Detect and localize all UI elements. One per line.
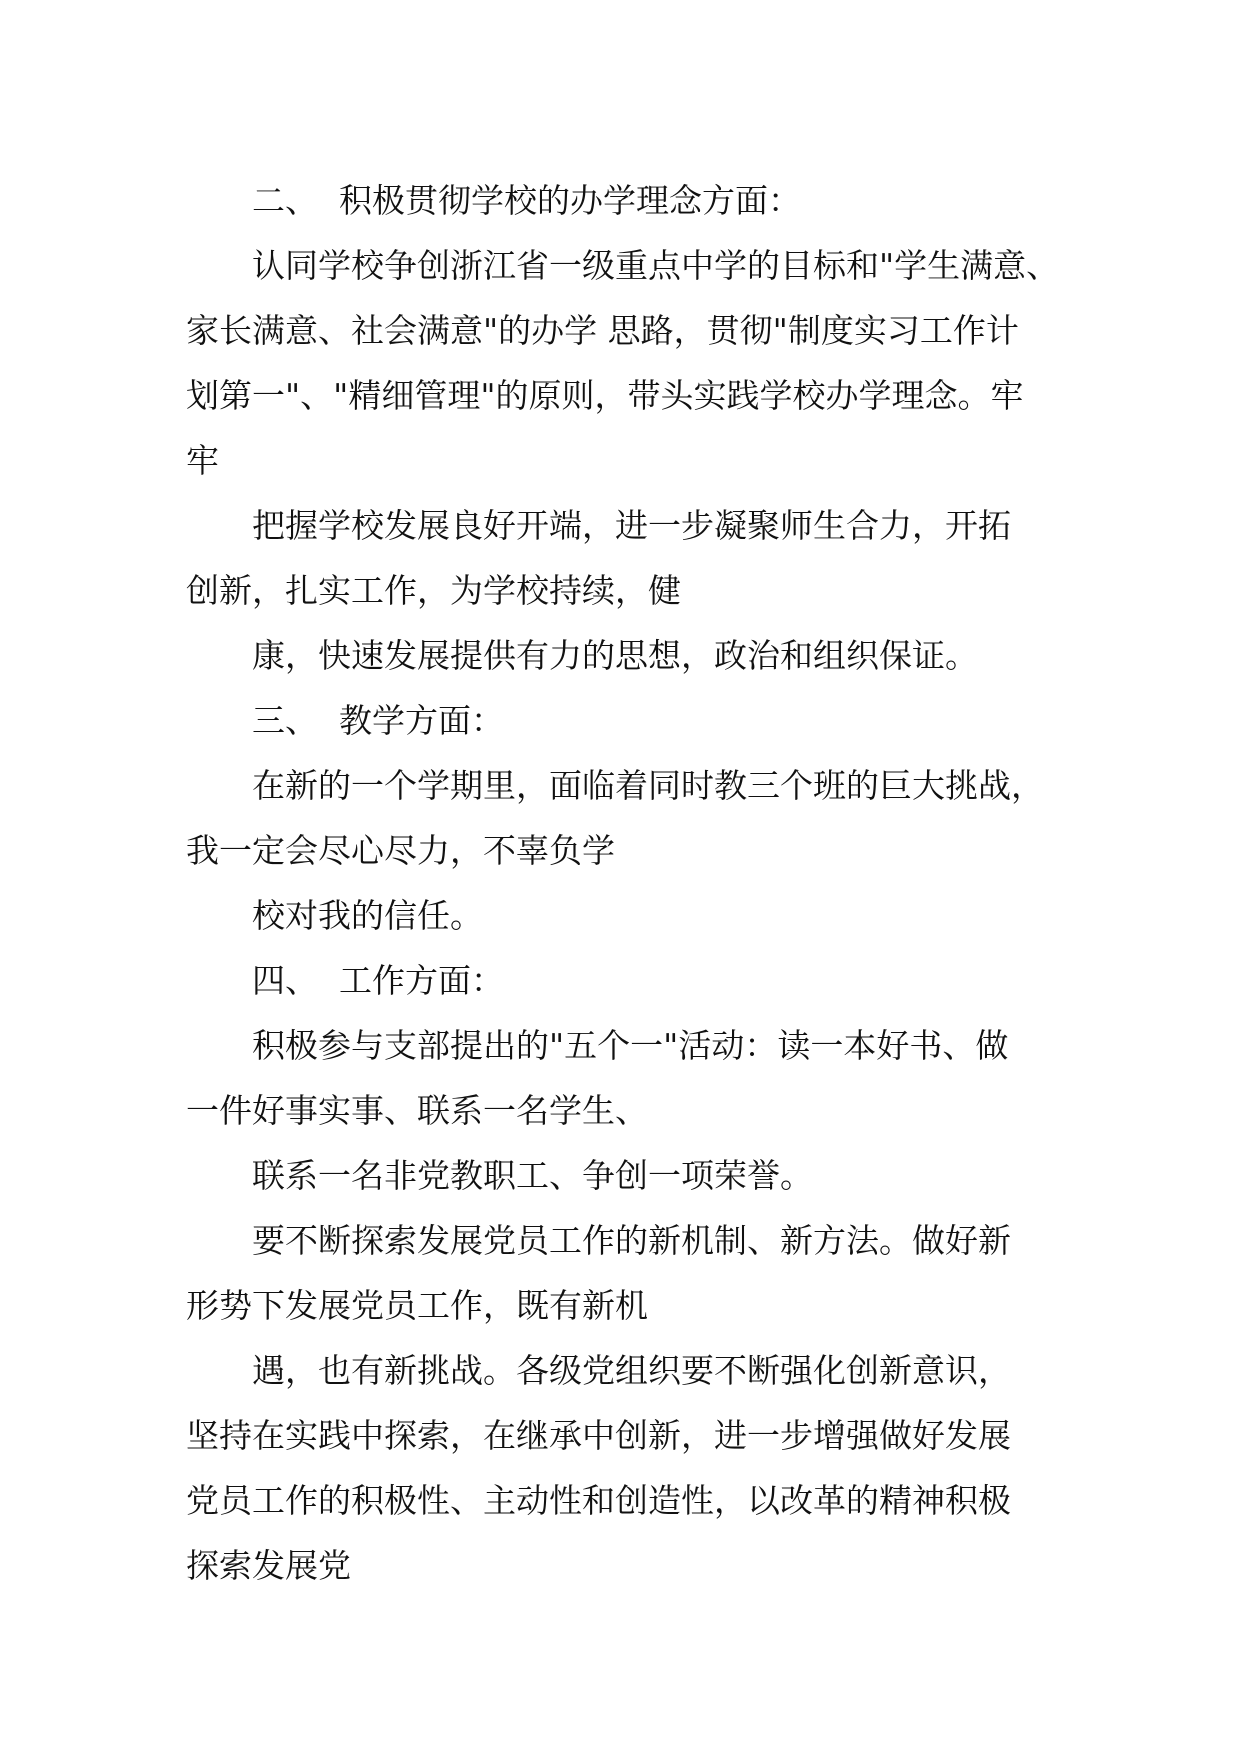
text-line: 党员工作的积极性、主动性和创造性，以改革的精神积极 <box>186 1481 1011 1520</box>
text-line: 把握学校发展良好开端，进一步凝聚师生合力，开拓 <box>252 506 1011 545</box>
text-line: 一件好事实事、联系一名学生、 <box>186 1091 648 1130</box>
text-line: 要不断探索发展党员工作的新机制、新方法。做好新 <box>252 1221 1011 1260</box>
text-line: 形势下发展党员工作，既有新机 <box>186 1286 648 1325</box>
text-line: 划第一"、"精细管理"的原则，带头实践学校办学理念。牢 <box>186 376 1024 415</box>
document-body <box>186 168 1086 1598</box>
text-line: 校对我的信任。 <box>252 896 483 935</box>
text-line: 在新的一个学期里，面临着同时教三个班的巨大挑战， <box>252 766 1044 805</box>
text-line: 认同学校争创浙江省一级重点中学的目标和"学生满意、 <box>252 246 1060 285</box>
text-line: 康，快速发展提供有力的思想，政治和组织保证。 <box>252 636 978 675</box>
text-line: 二、 积极贯彻学校的办学理念方面： <box>252 181 801 220</box>
text-line: 牢 <box>186 441 219 480</box>
text-line: 遇，也有新挑战。各级党组织要不断强化创新意识， <box>252 1351 1011 1390</box>
text-line: 四、 工作方面： <box>252 961 504 1000</box>
text-line: 积极参与支部提出的"五个一"活动：读一本好书、做 <box>252 1026 1009 1065</box>
text-line: 坚持在实践中探索，在继承中创新，进一步增强做好发展 <box>186 1416 1011 1455</box>
text-line: 探索发展党 <box>186 1546 351 1585</box>
text-line: 创新，扎实工作，为学校持续，健 <box>186 571 681 610</box>
text-line: 我一定会尽心尽力，不辜负学 <box>186 831 615 870</box>
text-line: 联系一名非党教职工、争创一项荣誉。 <box>252 1156 813 1195</box>
text-line: 三、 教学方面： <box>252 701 504 740</box>
text-line: 家长满意、社会满意"的办学 思路，贯彻"制度实习工作计 <box>186 311 1019 350</box>
